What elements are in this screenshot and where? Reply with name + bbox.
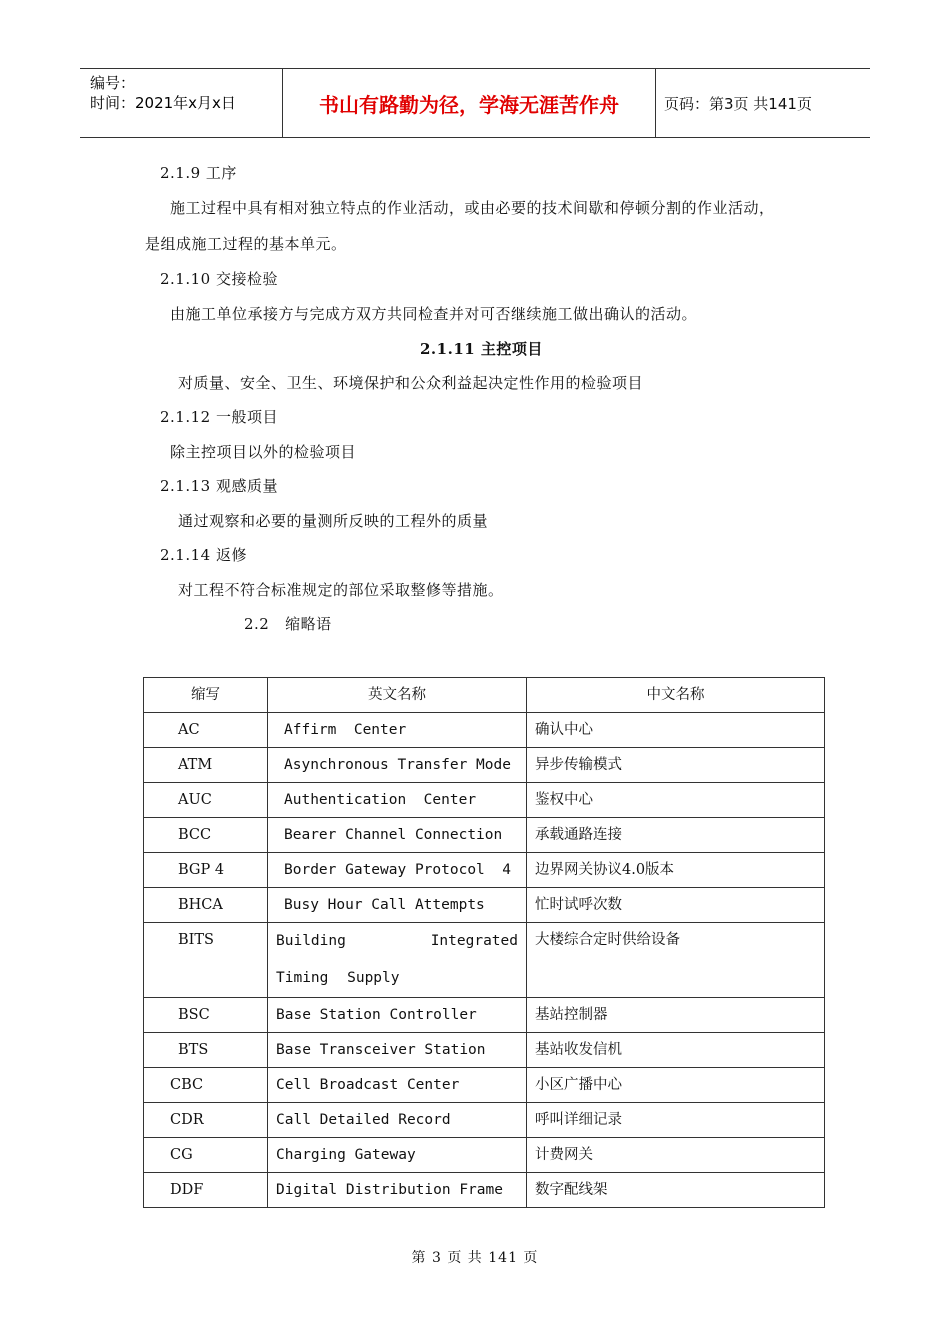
table-row [144, 1173, 825, 1208]
table-row [144, 818, 825, 853]
english-name-cell: Base Transceiver Station [276, 1042, 486, 1058]
chinese-name-cell: 承载通路连接 [535, 827, 622, 843]
abbr-cell: AC [178, 722, 200, 738]
english-name-cell: Charging Gateway [276, 1147, 416, 1163]
section-2-1-14-title: 2.1.14 返修 [160, 546, 247, 564]
doc-number-label: 编号： [90, 74, 136, 92]
abbr-cell: AUC [178, 792, 212, 808]
page-footer: 第 3 页 共 141 页 [411, 1250, 539, 1266]
section-2-1-12-text: 除主控项目以外的检验项目 [170, 443, 357, 461]
column-header-chinese: 中文名称 [646, 687, 705, 703]
table-row [144, 1068, 825, 1103]
abbr-cell: DDF [170, 1182, 204, 1198]
header-motto: 书山有路勤为径，学海无涯苦作舟 [282, 69, 656, 137]
header-page-info: 页码：第3页 共141页 [664, 94, 812, 113]
column-header-abbr: 缩写 [191, 687, 220, 703]
abbr-cell: BSC [178, 1007, 210, 1023]
section-2-1-10-title: 2.1.10 交接检验 [160, 270, 278, 288]
chinese-name-cell: 计费网关 [535, 1147, 593, 1163]
page-header [80, 68, 870, 138]
english-name-cell: Base Station Controller [276, 1007, 477, 1023]
section-2-1-9-text-line1: 施工过程中具有相对独立特点的作业活动，或由必要的技术间歇和停顿分割的作业活动， [170, 199, 775, 217]
abbr-cell: ATM [178, 757, 213, 773]
english-name-cell: Bearer Channel Connection [284, 827, 503, 843]
english-name-cell: Asynchronous Transfer Mode [284, 757, 511, 773]
chinese-name-cell: 边界网关协议4.0版本 [535, 862, 675, 878]
table-row [144, 748, 825, 783]
section-2-1-10-text: 由施工单位承接方与完成方双方共同检查并对可否继续施工做出确认的活动。 [170, 305, 698, 323]
section-2-1-13-text: 通过观察和必要的量测所反映的工程外的质量 [178, 512, 489, 530]
table-row [144, 923, 825, 998]
english-name-cell: Call Detailed Record [276, 1112, 451, 1128]
chinese-name-cell: 异步传输模式 [535, 757, 622, 773]
abbreviation-table [143, 677, 825, 1208]
chinese-name-cell: 小区广播中心 [535, 1077, 622, 1093]
section-2-1-11-text: 对质量、安全、卫生、环境保护和公众利益起决定性作用的检验项目 [178, 374, 644, 392]
table-row [144, 783, 825, 818]
table-row [144, 713, 825, 748]
english-name-cell: Building Integrated Timing Supply [276, 933, 518, 986]
section-2-1-9-title: 2.1.9 工序 [160, 164, 237, 182]
abbr-cell: BCC [178, 827, 212, 843]
abbr-cell: BGP 4 [178, 862, 225, 878]
chinese-name-cell: 呼叫详细记录 [535, 1112, 622, 1128]
abbr-cell: BTS [178, 1042, 209, 1058]
abbr-cell: CBC [170, 1077, 204, 1093]
abbr-cell: BITS [178, 932, 214, 948]
english-name-cell: Border Gateway Protocol 4 [284, 862, 511, 878]
chinese-name-cell: 基站控制器 [535, 1007, 608, 1023]
doc-date: 时间：2021年x月x日 [90, 94, 236, 112]
english-name-cell: Digital Distribution Frame [276, 1182, 503, 1198]
chinese-name-cell: 基站收发信机 [535, 1042, 622, 1058]
section-2-2-title: 2.2 缩略语 [244, 615, 332, 633]
table-row [144, 1033, 825, 1068]
table-row [144, 888, 825, 923]
section-2-1-11-title: 2.1.11 主控项目 [420, 340, 543, 358]
abbr-cell: CG [170, 1147, 193, 1163]
english-name-cell: Affirm Center [284, 722, 407, 738]
table-row [144, 998, 825, 1033]
english-name-cell: Busy Hour Call Attempts [284, 897, 485, 913]
english-name-cell: Cell Broadcast Center [276, 1077, 460, 1093]
section-2-1-13-title: 2.1.13 观感质量 [160, 477, 278, 495]
table-header-row [144, 678, 825, 713]
chinese-name-cell: 忙时试呼次数 [535, 897, 622, 913]
section-2-1-12-title: 2.1.12 一般项目 [160, 408, 278, 426]
table-row [144, 1103, 825, 1138]
chinese-name-cell: 数字配线架 [535, 1182, 608, 1198]
abbr-cell: CDR [170, 1112, 204, 1128]
header-meta [80, 69, 282, 137]
section-2-1-14-text: 对工程不符合标准规定的部位采取整修等措施。 [178, 581, 504, 599]
section-2-1-9-text-line2: 是组成施工过程的基本单元。 [145, 235, 347, 253]
abbr-cell: BHCA [178, 897, 223, 913]
column-header-english: 英文名称 [368, 687, 426, 703]
chinese-name-cell: 确认中心 [535, 722, 593, 738]
chinese-name-cell: 大楼综合定时供给设备 [535, 932, 680, 948]
table-row [144, 1138, 825, 1173]
english-name-cell: Authentication Center [284, 792, 477, 808]
chinese-name-cell: 鉴权中心 [535, 792, 593, 808]
table-row [144, 853, 825, 888]
